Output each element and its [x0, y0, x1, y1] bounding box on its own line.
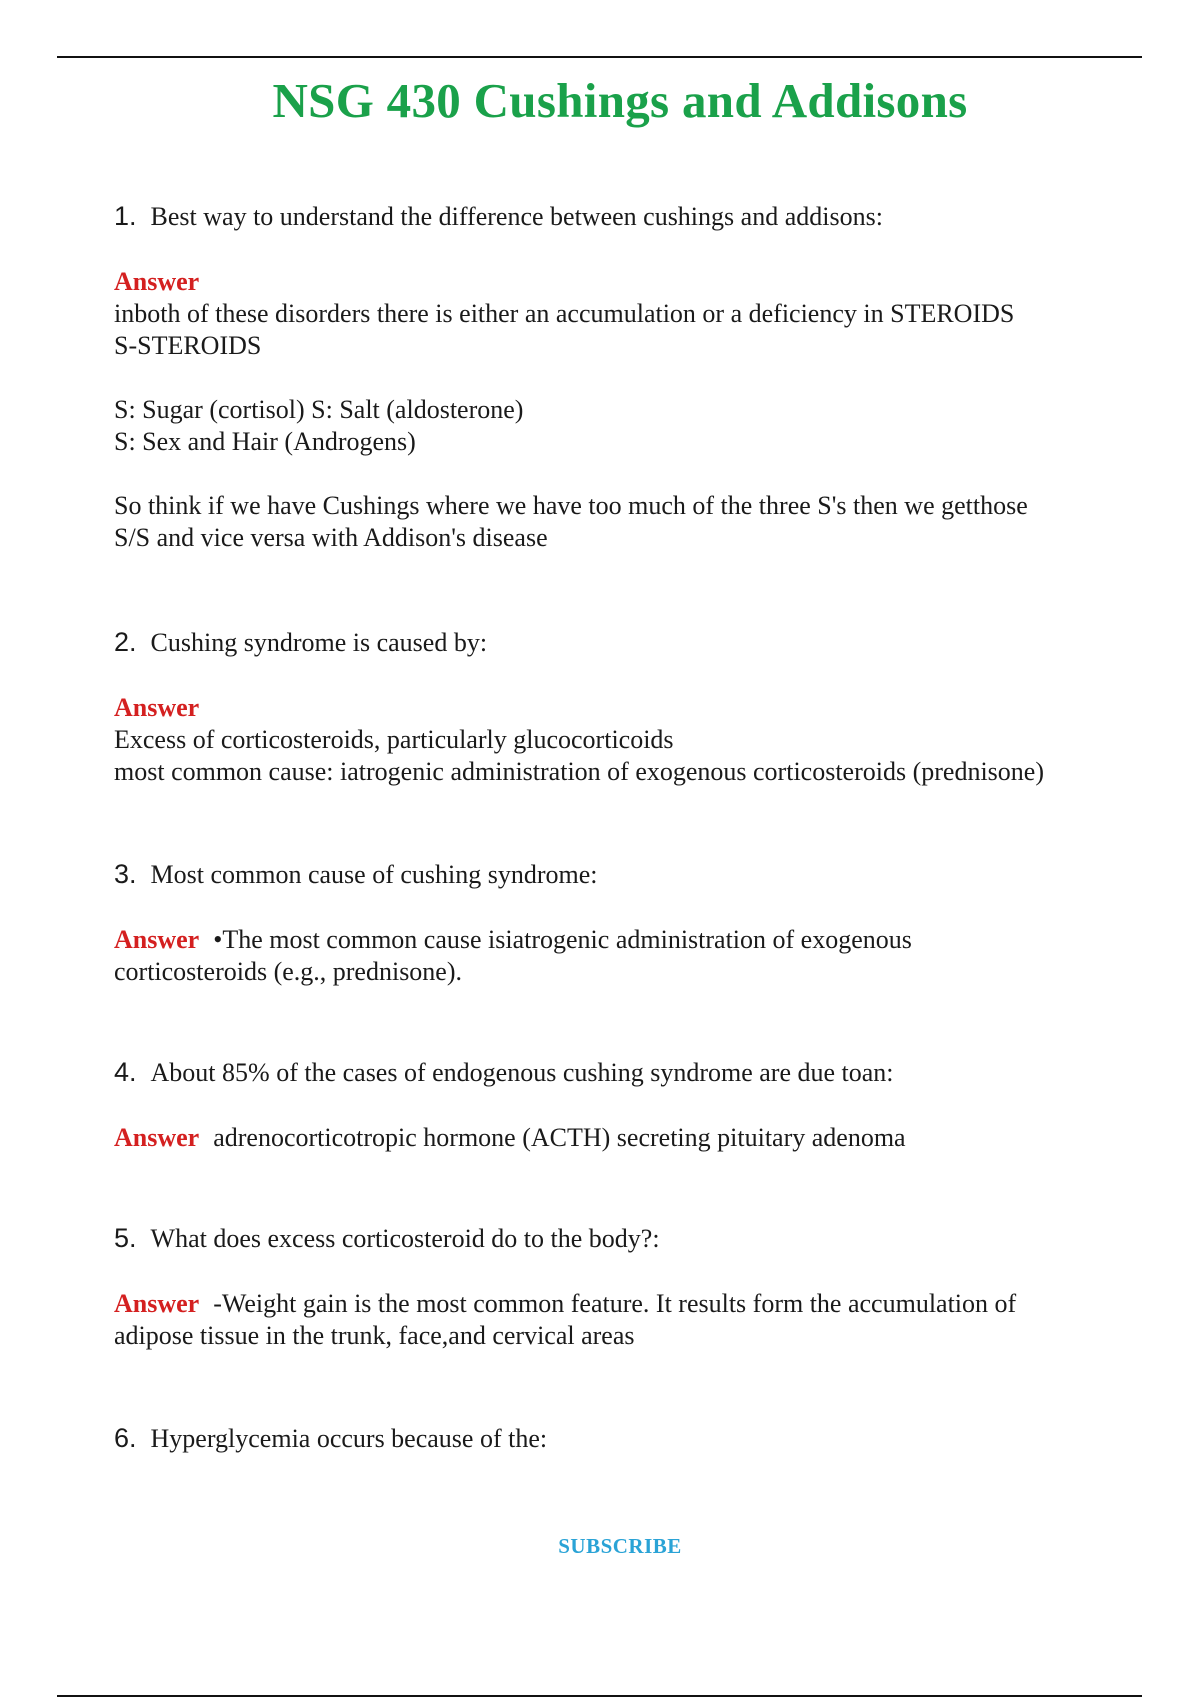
- answer-label: Answer: [114, 1289, 200, 1318]
- answer-line: S: Sugar (cortisol) S: Salt (aldosterone): [114, 395, 524, 424]
- answer-3: [114, 924, 1140, 988]
- answer-1: [114, 266, 1140, 554]
- answer-4: [114, 1122, 1140, 1154]
- answer-line: •The most common cause isiatrogenic administration of exogenous: [213, 925, 912, 954]
- answer-line: S-STEROIDS: [114, 331, 262, 360]
- answer-line: -Weight gain is the most common feature. It results form the accumulation of: [213, 1289, 1017, 1318]
- question-number: 4.: [114, 1057, 137, 1087]
- question-text: Most common cause of cushing syndrome:: [150, 860, 598, 889]
- answer-line: S/S and vice versa with Addison's disease: [114, 523, 548, 552]
- question-number: 1.: [114, 201, 137, 231]
- answer-line: So think if we have Cushings where we have too much of the three S's then we getthose: [114, 491, 1028, 520]
- answer-line: inboth of these disorders there is either an accumulation or a deficiency in STEROIDS: [114, 299, 1015, 328]
- question-number: 6.: [114, 1423, 137, 1453]
- question-1: [114, 200, 1120, 233]
- question-number: 5.: [114, 1223, 137, 1253]
- answer-line: most common cause: iatrogenic administration of exogenous corticosteroids (prednisone): [114, 757, 1044, 786]
- answer-line: adrenocorticotropic hormone (ACTH) secreting pituitary adenoma: [213, 1123, 906, 1152]
- answer-label: Answer: [114, 267, 200, 296]
- question-2: [114, 626, 1120, 659]
- question-number: 2.: [114, 627, 137, 657]
- answer-2: [114, 692, 1140, 788]
- bottom-rule: [57, 1695, 1142, 1697]
- answer-line: S: Sex and Hair (Androgens): [114, 427, 416, 456]
- question-text: Cushing syndrome is caused by:: [150, 628, 488, 657]
- question-3: [114, 858, 1120, 891]
- top-rule: [57, 56, 1142, 58]
- answer-label: Answer: [114, 693, 200, 722]
- answer-line: adipose tissue in the trunk, face,and cervical areas: [114, 1321, 635, 1350]
- question-text: Hyperglycemia occurs because of the:: [150, 1424, 548, 1453]
- page-title: NSG 430 Cushings and Addisons: [272, 73, 968, 128]
- question-4: [114, 1056, 1120, 1089]
- answer-line: corticosteroids (e.g., prednisone).: [114, 957, 463, 986]
- answer-line: Excess of corticosteroids, particularly glucocorticoids: [114, 725, 674, 754]
- answer-label: Answer: [114, 925, 200, 954]
- answer-label: Answer: [114, 1123, 200, 1152]
- question-text: About 85% of the cases of endogenous cushing syndrome are due toan:: [150, 1058, 894, 1087]
- question-text: What does excess corticosteroid do to the body?:: [150, 1224, 660, 1253]
- answer-5: [114, 1288, 1140, 1352]
- question-text: Best way to understand the difference between cushings and addisons:: [150, 202, 883, 231]
- question-5: [114, 1222, 1120, 1255]
- question-number: 3.: [114, 859, 137, 889]
- subscribe-link[interactable]: SUBSCRIBE: [558, 1534, 682, 1558]
- question-6: [114, 1422, 1120, 1455]
